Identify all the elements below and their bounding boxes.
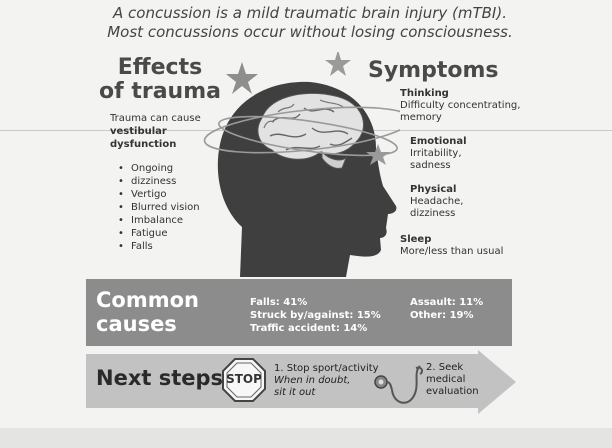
- symptom-sleep: [400, 234, 503, 258]
- symptom-text: Difficulty concentrating,: [400, 100, 521, 111]
- list-item: • Imbalance: [118, 214, 200, 227]
- symptoms-title: Symptoms: [368, 58, 499, 83]
- causes-title-line-1: Common: [96, 288, 199, 312]
- symptom-heading: Sleep: [400, 234, 432, 245]
- cause-falls: Falls: 41%: [250, 297, 308, 308]
- cause-traffic: Traffic accident: 14%: [250, 323, 368, 334]
- list-item: • Vertigo: [118, 188, 200, 201]
- list-item: • Fatigue: [118, 227, 200, 240]
- cause-struck: Struck by/against: 15%: [250, 310, 381, 321]
- stethoscope-icon: [372, 360, 426, 412]
- step-1-line-3: sit it out: [274, 387, 316, 398]
- list-item: • dizziness: [118, 175, 200, 188]
- effects-of-trauma-title: [90, 56, 230, 104]
- trauma-note: [110, 112, 201, 151]
- symptom-text: Irritability,: [410, 148, 462, 159]
- stop-sign-label: STOP: [226, 372, 262, 386]
- effects-title-line-1: Effects: [117, 55, 203, 80]
- step-1: [274, 363, 379, 399]
- step-2-line-2: medical: [426, 374, 466, 385]
- symptom-physical: [410, 184, 463, 220]
- intro-line-1: A concussion is a mild traumatic brain injury (mTBI).: [113, 4, 507, 22]
- list-item: • Blurred vision: [118, 201, 200, 214]
- step-2-line-3: evaluation: [426, 386, 479, 397]
- next-steps-title: Next steps: [96, 366, 224, 390]
- cause-assault: Assault: 11%: [410, 297, 484, 308]
- symptom-text: memory: [400, 112, 442, 123]
- symptom-thinking: [400, 88, 520, 124]
- common-causes-title: [96, 288, 199, 336]
- star-icon: [325, 52, 351, 76]
- step-2: [426, 362, 479, 398]
- step-1-line-2: When in doubt,: [274, 375, 351, 386]
- list-item: • Falls: [118, 240, 200, 253]
- head-silhouette-icon: [200, 52, 400, 282]
- symptom-heading: Thinking: [400, 88, 449, 99]
- symptom-emotional: [410, 136, 467, 172]
- symptom-text: More/less than usual: [400, 246, 504, 257]
- cause-other: Other: 19%: [410, 310, 474, 321]
- intro-line-2: Most concussions occur without losing consciousness.: [107, 23, 513, 41]
- page-edge: [0, 428, 612, 448]
- step-1-line-1: 1. Stop sport/activity: [274, 363, 379, 374]
- symptom-heading: Physical: [410, 184, 457, 195]
- symptom-text: sadness: [410, 160, 451, 171]
- effects-list: [118, 162, 200, 253]
- causes-title-line-2: causes: [96, 312, 177, 336]
- effects-title-line-2: of trauma: [99, 79, 221, 104]
- trauma-note-line-1: Trauma can cause: [110, 113, 201, 124]
- symptom-heading: Emotional: [410, 136, 467, 147]
- step-2-line-1: 2. Seek: [426, 362, 464, 373]
- trauma-note-line-2: vestibular: [110, 126, 167, 137]
- star-icon: [226, 62, 258, 94]
- symptom-text: dizziness: [410, 208, 456, 219]
- trauma-note-line-3: dysfunction: [110, 139, 177, 150]
- symptom-text: Headache,: [410, 196, 464, 207]
- list-item: • Ongoing: [118, 162, 200, 175]
